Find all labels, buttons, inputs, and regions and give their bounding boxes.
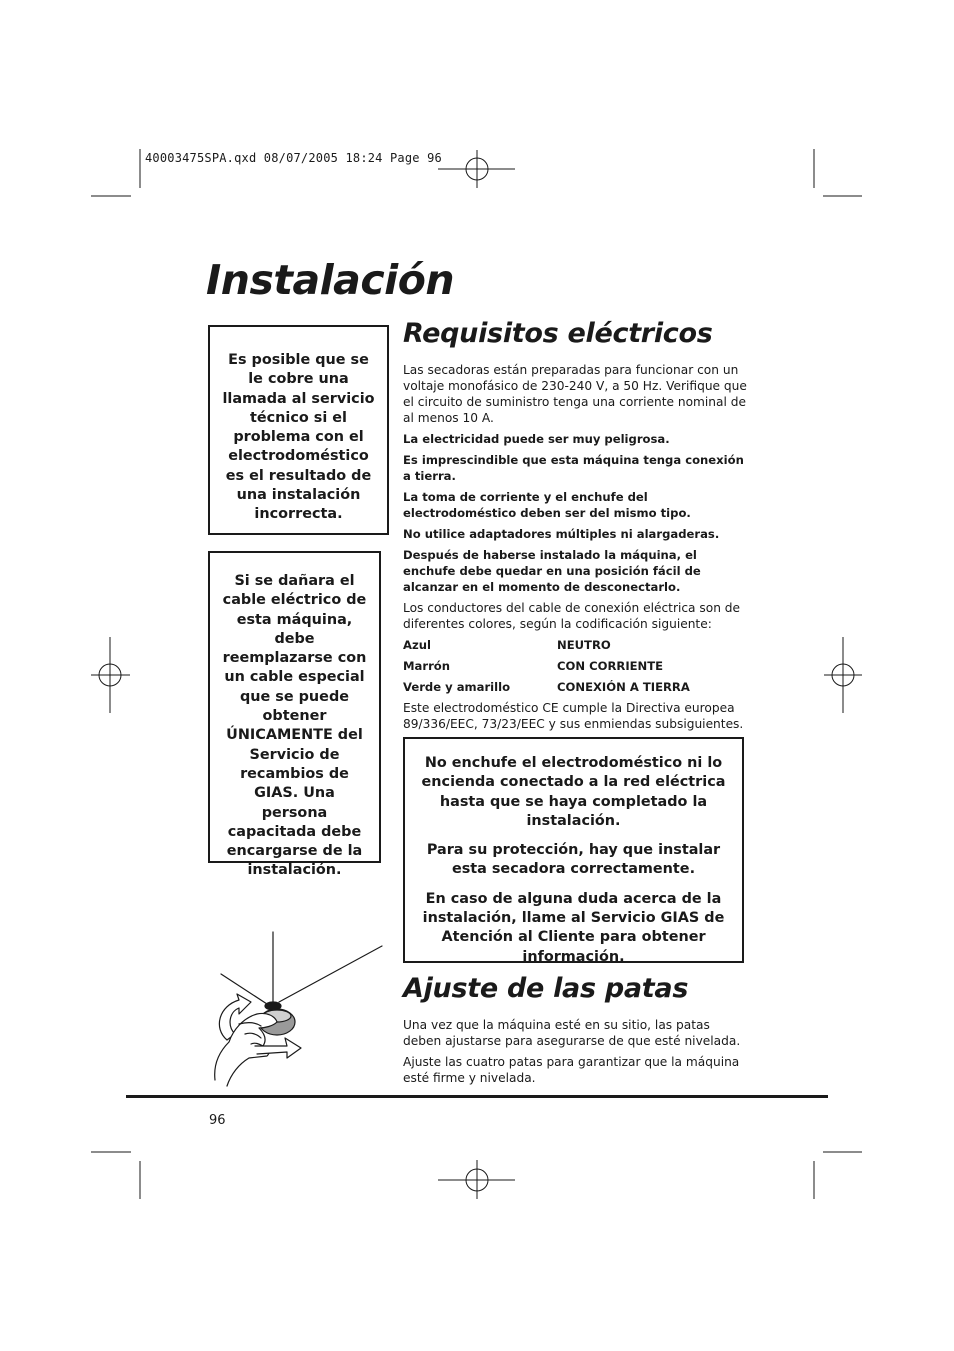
electrical-intro: Las secadoras están preparadas para funcionar con un voltaje monofásico de 230-240 V, a 50 Hz. Verifique que el circuito de suministro tenga una corriente nominal de al menos 10 A. — [403, 363, 747, 425]
wire-meaning: NEUTRO — [557, 638, 611, 652]
installation-warning-box — [403, 737, 744, 963]
wire-row — [403, 637, 748, 653]
warning-box-text: Para su protección, hay que instalar esta secadora correctamente. — [426, 842, 721, 878]
warning-line: No utilice adaptadores múltiples ni alargaderas. — [403, 527, 720, 541]
notice-box-call-charge — [208, 325, 389, 535]
feet-paragraph: Una vez que la máquina esté en su sitio, las patas deben ajustarse para asegurarse de que esté nivelada. — [403, 1018, 741, 1048]
electrical-heading: Requisitos eléctricos — [403, 318, 713, 349]
wires-intro: Los conductores del cable de conexión eléctrica son de diferentes colores, según la codificación siguiente: — [403, 601, 741, 631]
footer-rule — [126, 1095, 828, 1098]
wire-color: Marrón — [403, 659, 451, 673]
print-slug: 40003475SPA.qxd 08/07/2005 18:24 Page 96 — [145, 151, 442, 165]
electrical-section — [403, 362, 748, 737]
wire-meaning: CONEXIÓN A TIERRA — [557, 680, 690, 694]
warning-box-text: No enchufe el electrodoméstico ni lo encienda conectado a la red eléctrica hasta que se haya completado la instalación. — [421, 755, 726, 829]
wire-row — [403, 679, 748, 695]
warning-box-text: En caso de alguna duda acerca de la instalación, llame al Servicio GIAS de Atención al Cliente para obtener información. — [422, 890, 725, 965]
warning-line: Después de haberse instalado la máquina, el enchufe debe quedar en una posición fácil de alcanzar en el momento de desconectarlo. — [403, 548, 701, 594]
warning-line: Es imprescindible que esta máquina tenga conexión a tierra. — [403, 453, 744, 483]
compliance-text: Este electrodoméstico CE cumple la Directiva europea 89/336/EEC, 73/23/EEC y sus enmiendas subsiguientes. — [403, 701, 744, 731]
page-title: Instalación — [206, 256, 455, 304]
notice-box-cable — [208, 551, 381, 879]
feet-section — [403, 1017, 748, 1091]
wire-color: Verde y amarillo — [403, 680, 511, 694]
notice-text: Es posible que se le cobre una llamada al servicio técnico si el problema con el electrodoméstico es el resultado de una instalación incorrecta. — [222, 352, 375, 523]
wire-row — [403, 658, 748, 674]
wire-meaning: CON CORRIENTE — [557, 659, 664, 673]
warning-line: La electricidad puede ser muy peligrosa. — [403, 432, 670, 446]
feet-paragraph: Ajuste las cuatro patas para garantizar que la máquina esté firme y nivelada. — [403, 1055, 740, 1085]
page-number: 96 — [209, 1113, 226, 1128]
warning-line: La toma de corriente y el enchufe del electrodoméstico deben ser del mismo tipo. — [403, 490, 691, 520]
wire-color: Azul — [403, 638, 431, 652]
notice-text: Si se dañara el cable eléctrico de esta máquina, debe reemplazarse con un cable especial que se puede obtener ÚNICAMENTE del Servicio de recambios de GIAS. Una persona capacitada debe encargarse de la instalación. — [222, 573, 367, 879]
feet-heading: Ajuste de las patas — [403, 973, 689, 1004]
foot-adjust-illustration — [205, 930, 390, 1090]
